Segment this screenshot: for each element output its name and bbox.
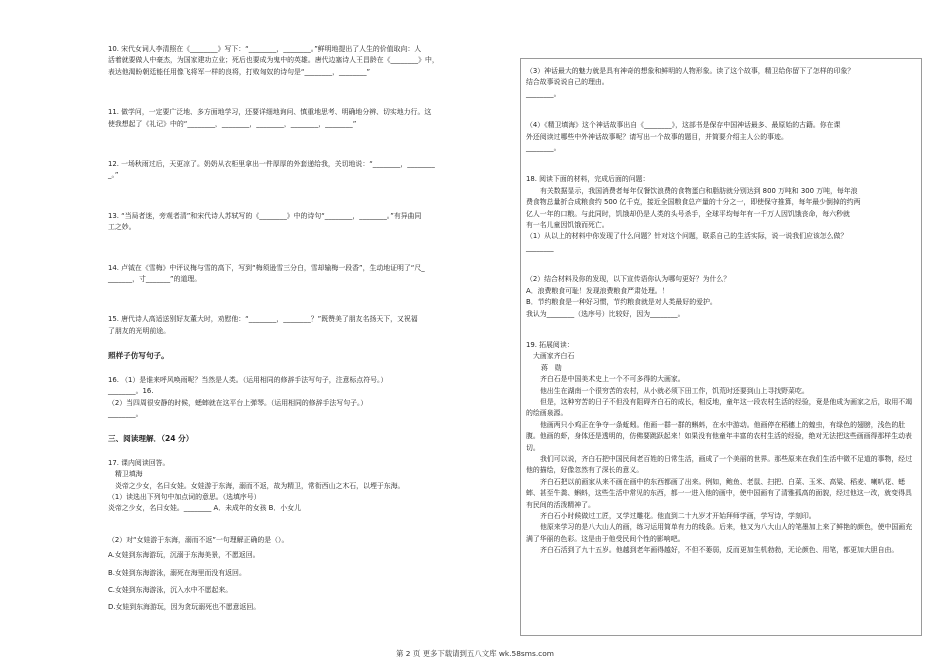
question-13-line: 13. “当局者迷，旁观者清”和宋代诗人苏轼写的《________》中的诗句“________，________。”有异曲同	[108, 211, 422, 220]
question-17-part-4-line: （4）《精卫填海》这个神话故事出自《________》，这部书是保存中国神话最多、最原始的古籍。你在课	[526, 121, 841, 130]
question-18-option-b: B．节约粮食是一种好习惯，节约粮食就是对人类最好的爱护。	[526, 298, 717, 307]
question-10-line: 10. 宋代女词人李清照在《________》写下：“________，________。”鲜明地提出了人生的价值取向：人	[108, 45, 422, 53]
question-17	[108, 458, 486, 614]
question-17-part-4	[526, 120, 916, 154]
question-12-line: _。”	[108, 171, 119, 180]
question-15	[108, 314, 486, 337]
question-11	[108, 107, 486, 130]
article-paragraph: 我们可以说，齐白石把中国民间老百姓的日常生活，画成了一个美丽的世界。那些原来在我们生活中微不足道的事物，经过他的描绘，好像忽然有了深长的意义。	[526, 454, 913, 475]
question-16-line: 16. （1）是谁来呼风唤雨呢？当然是人类。（运用相同的修辞手法写句子，注意标点符号。）	[108, 375, 388, 384]
question-17-part-2-stem: （2）对“女娃游于东海，溺而不返”一句理解正确的是（）。	[108, 535, 289, 544]
option-a: A.女娃到东海游玩，沉溺于东海美景，不愿返回。	[108, 551, 260, 560]
section-heading-imitate: 照样子仿写句子。	[108, 351, 169, 361]
question-18-part-2: （2）结合材料及你的发现，以下宣传语你认为哪句更好？为什么？	[526, 275, 731, 284]
article-paragraph: 齐白石把以前画家从来不画在画中的东西都画了出来。例如，鲍鱼、老鼠、扫把、白菜、玉米、高粱、稻麦、喇叭花、蟋蟀、甚至牛粪、蝌蚪，这些生活中常见的东西，都一一进入他的画中，使中国画有了清雅孤高的面貌，经过他这一改，就变得具有民间的活泼精神了。	[526, 477, 912, 509]
article-paragraph: 齐白石小时候做过工匠，又学过雕花。他直到二十九岁才开始拜师学画，学写诗，学刻印。	[540, 512, 816, 520]
question-17-part-3-line: （3）神话最大的魅力就是具有神奇的想象和鲜明的人物形象。读了这个故事，精卫给你留下了怎样的印象？	[526, 67, 855, 75]
question-17-part-4-line: 外还阅读过哪些中外神话故事呢？请写出一个故事的题目，并简要介绍主人公的事迹。	[526, 132, 788, 141]
question-16	[108, 375, 486, 421]
option-d: D.女娃到东海游玩，因为贪玩溺死也不愿意返回。	[108, 603, 261, 612]
article-paragraph: 他出生在湖南一个很穷苦的农村，从小就必须下田工作，饥荒时还要到山上寻找野菜吃。	[540, 386, 809, 395]
material-line: 亿人一年的口粮。与此同时，饥饿却仍是人类的头号杀手，全球平均每年有一千万人因饥饿丧命，每六秒就	[526, 209, 850, 218]
question-16-line: （2）当四周很安静的时候，蟋蟀就在这平台上弹琴。（运用相同的修辞手法写句子。）	[108, 398, 368, 407]
option-c: C.女娃到东海游泳，沉入水中不愿起来。	[108, 585, 233, 594]
question-11-line: 使我想起了《礼记》中的“________，________，________，________，________”	[108, 119, 357, 128]
question-17-part-4-line: ________。	[526, 144, 561, 153]
question-17-text: 炎帝之少女，名曰女娃。女娃游于东海，溺而不返，故为精卫，常衔西山之木石，以堙于东海。	[115, 481, 405, 490]
question-16-line: ________。16.	[108, 387, 154, 396]
question-17-intro: 17. 课内阅读回答。	[108, 458, 170, 467]
question-18-part-1: （1）从以上的材料中你发现了什么问题？针对这个问题，联系自己的生活实际，说一说我们应该怎么做？	[526, 232, 848, 241]
question-16-line: ________。	[108, 409, 143, 418]
article-paragraph: 但是，这种穷苦的日子不但没有阻碍齐白石的成长，相反地，童年这一段农村生活的经验，竟是他成为画家之后，取用不竭的绘画泉源。	[526, 397, 913, 418]
question-15-line: 15. 唐代诗人高适送别好友董大时，劝慰他：“________，________？”既赞美了朋友名扬天下，又祝福	[108, 315, 418, 324]
article-paragraph: 齐白石活到了九十五岁。他越到老年画得越好，不但不萎弱，反而更加生机勃勃，无论颜色、用笔，都更加大胆自由。	[540, 546, 899, 555]
article-paragraph: 齐白石是中国美术史上一个不可多得的大画家。	[540, 375, 685, 384]
question-14-line: 14. 卢钺在《雪梅》中评议梅与雪的高下，写到“梅须逊雪三分白，雪却输梅一段香”，生动地证明了“尺_	[108, 263, 425, 272]
material-line: 费食物总量折合成粮食约 500 亿千克，接近全国粮食总产量的十分之一，即使保守推算，每年最少倒掉的约两	[526, 198, 861, 207]
question-13-line: 工之妙。	[108, 223, 136, 232]
article-title: 大画家齐白石	[533, 352, 575, 361]
question-10-line: 表达他渴盼朝廷能任用像飞将军一样的良将，打败匈奴的诗句是“________，________”	[108, 67, 371, 76]
question-18	[526, 174, 916, 319]
question-13	[108, 211, 486, 234]
question-10	[108, 44, 486, 78]
question-17-part-1: 炎帝之少女，名曰女娃。________ A．未成年的女孩 B．小女儿	[108, 504, 301, 513]
material-line: 有关数据显示，我国消费者每年仅餐饮浪费的食物蛋白和脂肪就分别达到 800 万吨和 300 万吨，每年浪	[540, 186, 858, 195]
question-18-part-1: ________	[526, 243, 554, 252]
question-17-part-3	[526, 66, 916, 100]
question-18-option-a: A．浪费粮食可耻！发现浪费粮食严肃处理。！	[526, 286, 669, 295]
question-18-intro: 18. 阅读下面的材料，完成后面的问题：	[526, 175, 650, 184]
question-12	[108, 159, 486, 182]
article-author: 蒋 勋	[541, 363, 562, 372]
question-11-line: 11. 做学问，一定要广泛地、多方面地学习，还要详细地询问、慎重地思考、明确地分辨、切实地力行。这	[108, 108, 432, 117]
page-footer: 第 2 页 更多下载请到五八文库 wk.58sms.com	[396, 649, 554, 658]
question-17-part-3-line: 结合故事说说自己的理由。	[526, 78, 609, 87]
question-14	[108, 263, 486, 286]
question-18-answer-line: 我认为________（选序号）比较好，因为________。	[526, 309, 685, 318]
left-column	[108, 44, 486, 614]
question-17-part-1: （1）读选出下列句中加点词的意思。（选填序号）	[108, 492, 261, 501]
material-line: 有一名儿童因饥饿而死亡。	[526, 221, 609, 230]
question-15-line: 了朋友的光明前途。	[108, 326, 171, 335]
question-10-line: 活着就要做人中豪杰，为国家建功立业；死后也要成为鬼中的英雄。唐代边塞诗人王昌龄在《________》中，	[108, 56, 439, 65]
right-column-box	[520, 58, 922, 636]
question-12-line: 12. 一场秋雨过后，天更凉了。奶奶从衣柜里拿出一件厚厚的外套递给我，关切地说：“________，________	[108, 160, 435, 169]
section-heading-reading: 三、阅读理解．（24 分）	[108, 434, 194, 444]
question-19-intro: 19. 拓展阅读：	[526, 340, 574, 349]
question-17-part-3-line: ________。	[526, 89, 561, 98]
article-paragraph: 他原来学习的是八大山人的画，练习运用简单有力的线条。后来，他又为八大山人的笔墨加上来了鲜艳的颜色，使中国画充满了华丽的色彩。这是由于他受民间个性的影响吧。	[526, 523, 913, 543]
article-paragraph: 他画两只小鸡正在争夺一条蚯蚓。他画一群一群的蝌蚪，在水中游动。他画停在稻穗上的蝗虫，有绿色的翅膀，浅色的肚腹。他画的虾，身体还是透明的，仿佛要跳跃起来！如果没有他童年丰富的农村生活的经验，绝对无法把这些画画得那样生动表切。	[526, 420, 912, 452]
option-b: B.女娃到东海游泳，溺死在海里而没有返回。	[108, 568, 246, 577]
question-17-title: 精卫填海	[115, 470, 143, 479]
question-14-line: _______，寸_______”的道理。	[108, 275, 202, 284]
question-19	[526, 340, 916, 557]
